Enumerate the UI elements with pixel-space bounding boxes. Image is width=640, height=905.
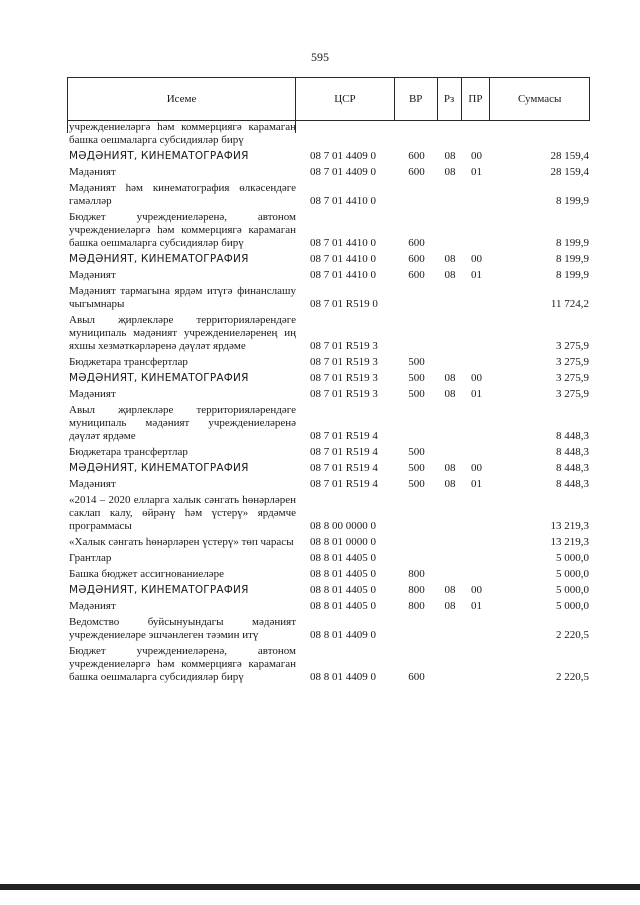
cell-sum: 5 000,0 bbox=[556, 552, 589, 564]
cell-csr: 08 8 01 4409 0 bbox=[310, 629, 376, 641]
cell-pr bbox=[462, 552, 491, 565]
cell-name: Мәдәният bbox=[69, 388, 116, 400]
cell-rz: 08 bbox=[444, 253, 456, 265]
page-number: 595 bbox=[311, 50, 329, 64]
scan-edge-bar bbox=[0, 884, 640, 890]
cell-sum: 2 220,5 bbox=[556, 671, 589, 683]
cell-vr: 600 bbox=[408, 253, 425, 265]
table-row bbox=[67, 600, 590, 613]
table-row bbox=[67, 372, 590, 385]
header-rz: Рз bbox=[438, 78, 462, 120]
cell-pr bbox=[462, 211, 491, 250]
table-header bbox=[67, 77, 590, 121]
table-row bbox=[67, 462, 590, 475]
cell-sum: 8 448,3 bbox=[556, 478, 589, 490]
cell-rz bbox=[438, 211, 462, 250]
cell-name: учреждениеләргә һәм коммерциягә карамаган башка оешмаларга субсидияләр бирү bbox=[69, 121, 296, 146]
cell-vr bbox=[395, 314, 438, 353]
cell-sum: 8 448,3 bbox=[556, 430, 589, 442]
cell-name: Мәдәният һәм кинематография өлкәсендәге гамәлләр bbox=[69, 182, 296, 207]
header-sum: Суммасы bbox=[517, 93, 562, 105]
cell-pr: 01 bbox=[471, 269, 482, 281]
cell-sum: 3 275,9 bbox=[556, 340, 589, 352]
cell-csr: 08 8 01 4405 0 bbox=[310, 584, 376, 596]
table-row bbox=[67, 446, 590, 459]
cell-vr bbox=[395, 552, 438, 565]
cell-pr: 00 bbox=[471, 584, 482, 596]
cell-vr: 600 bbox=[408, 269, 425, 281]
table-row bbox=[67, 404, 590, 443]
cell-sum: 8 199,9 bbox=[556, 237, 589, 249]
cell-sum: 8 199,9 bbox=[556, 195, 589, 207]
table-row bbox=[67, 494, 590, 533]
cell-pr: 01 bbox=[471, 478, 482, 490]
cell-vr bbox=[395, 285, 438, 311]
cell-csr: 08 7 01 R519 4 bbox=[310, 446, 378, 458]
header-csr: ЦСР bbox=[296, 78, 395, 120]
table-row bbox=[67, 182, 590, 208]
cell-rz: 08 bbox=[444, 388, 456, 400]
cell-rz: 08 bbox=[444, 372, 456, 384]
table-row bbox=[67, 211, 590, 250]
cell-pr bbox=[462, 536, 491, 549]
cell-vr: 800 bbox=[408, 600, 425, 612]
cell-vr: 800 bbox=[408, 568, 425, 580]
cell-csr: 08 7 01 4410 0 bbox=[310, 195, 376, 207]
cell-pr: 00 bbox=[471, 253, 482, 265]
cell-rz: 08 bbox=[444, 584, 456, 596]
cell-rz: 08 bbox=[444, 462, 456, 474]
table-row bbox=[67, 253, 590, 266]
cell-rz bbox=[438, 404, 462, 443]
table-row bbox=[67, 150, 590, 163]
cell-csr: 08 7 01 R519 0 bbox=[310, 298, 378, 310]
cell-name: Бюджетара трансфертлар bbox=[69, 356, 188, 368]
cell-rz: 08 bbox=[444, 600, 456, 612]
cell-vr: 600 bbox=[408, 237, 425, 249]
table-row bbox=[67, 616, 590, 642]
cell-pr: 00 bbox=[471, 150, 482, 162]
cell-rz bbox=[438, 121, 462, 147]
cell-name: Башка бюджет ассигнованиеләре bbox=[69, 568, 224, 580]
cell-rz bbox=[438, 568, 462, 581]
cell-sum: 13 219,3 bbox=[550, 520, 589, 532]
cell-pr: 00 bbox=[471, 462, 482, 474]
cell-rz: 08 bbox=[444, 150, 456, 162]
cell-sum: 8 199,9 bbox=[556, 253, 589, 265]
cell-rz bbox=[438, 645, 462, 684]
cell-csr: 08 7 01 4410 0 bbox=[310, 269, 376, 281]
cell-sum: 2 220,5 bbox=[556, 629, 589, 641]
table-row bbox=[67, 584, 590, 597]
cell-csr: 08 8 01 4405 0 bbox=[310, 568, 376, 580]
cell-name: Мәдәният bbox=[69, 269, 116, 281]
table-row bbox=[67, 478, 590, 491]
cell-sum: 5 000,0 bbox=[556, 600, 589, 612]
cell-pr bbox=[462, 356, 491, 369]
cell-csr: 08 7 01 R519 4 bbox=[310, 462, 378, 474]
cell-pr: 01 bbox=[471, 388, 482, 400]
cell-pr bbox=[462, 404, 491, 443]
cell-rz bbox=[438, 314, 462, 353]
cell-name: Грантлар bbox=[69, 552, 112, 564]
cell-sum: 5 000,0 bbox=[556, 568, 589, 580]
header-pr: ПР bbox=[462, 78, 491, 120]
table-row bbox=[67, 121, 590, 147]
table-row bbox=[67, 356, 590, 369]
cell-vr: 500 bbox=[408, 462, 425, 474]
cell-sum: 3 275,9 bbox=[556, 388, 589, 400]
cell-rz bbox=[438, 536, 462, 549]
cell-sum: 5 000,0 bbox=[556, 584, 589, 596]
cell-pr bbox=[462, 314, 491, 353]
cell-pr bbox=[462, 568, 491, 581]
cell-vr: 500 bbox=[408, 478, 425, 490]
cell-rz bbox=[438, 616, 462, 642]
cell-csr: 08 7 01 R519 4 bbox=[310, 478, 378, 490]
cell-name: Мәдәният bbox=[69, 478, 116, 490]
cell-sum: 11 724,2 bbox=[550, 298, 589, 310]
table-row bbox=[67, 166, 590, 179]
cell-sum: 8 448,3 bbox=[556, 462, 589, 474]
budget-table bbox=[67, 77, 590, 684]
cell-name: «2014 – 2020 елларга халык сәнгать һөнәрләрен саклап калу, өйрәнү һәм үстерү» ярдәмче программасы bbox=[69, 494, 296, 532]
cell-name: Бюджетара трансфертлар bbox=[69, 446, 188, 458]
cell-name: МӘДӘНИЯТ, КИНЕМАТОГРАФИЯ bbox=[69, 462, 249, 474]
cell-csr: 08 7 01 R519 3 bbox=[310, 388, 378, 400]
cell-vr: 500 bbox=[408, 372, 425, 384]
cell-pr bbox=[462, 645, 491, 684]
cell-rz: 08 bbox=[444, 269, 456, 281]
cell-vr: 500 bbox=[408, 446, 425, 458]
cell-csr: 08 8 01 0000 0 bbox=[310, 536, 376, 548]
table-row bbox=[67, 552, 590, 565]
cell-vr bbox=[395, 121, 438, 147]
cell-sum: 13 219,3 bbox=[550, 536, 589, 548]
cell-sum: 28 159,4 bbox=[550, 150, 589, 162]
cell-csr: 08 7 01 4409 0 bbox=[310, 166, 376, 178]
table-row bbox=[67, 645, 590, 684]
cell-name: МӘДӘНИЯТ, КИНЕМАТОГРАФИЯ bbox=[69, 150, 249, 162]
cell-sum: 8 199,9 bbox=[556, 269, 589, 281]
cell-name: Авыл җирлекләре территорияләрендәге муниципаль мәдәният учреждениеләренә дәүләт ярдәме bbox=[69, 404, 296, 442]
cell-sum: 8 448,3 bbox=[556, 446, 589, 458]
cell-name: Мәдәният bbox=[69, 600, 116, 612]
cell-vr: 500 bbox=[408, 388, 425, 400]
cell-csr: 08 7 01 R519 3 bbox=[310, 356, 378, 368]
cell-vr bbox=[395, 536, 438, 549]
cell-sum: 28 159,4 bbox=[550, 166, 589, 178]
cell-csr: 08 7 01 4410 0 bbox=[310, 253, 376, 265]
cell-pr: 00 bbox=[471, 372, 482, 384]
table-row bbox=[67, 388, 590, 401]
cell-csr: 08 8 01 4405 0 bbox=[310, 552, 376, 564]
cell-vr bbox=[395, 494, 438, 533]
cell-vr: 600 bbox=[408, 150, 425, 162]
cell-rz bbox=[438, 285, 462, 311]
cell-rz bbox=[438, 182, 462, 208]
cell-name: Бюджет учреждениеләренә, автоном учреждениеләргә һәм коммерциягә карамаган башка оешмаларга субсидияләр бирү bbox=[69, 645, 296, 683]
header-name: Исеме bbox=[68, 78, 296, 120]
cell-csr: 08 8 01 4409 0 bbox=[310, 671, 376, 683]
cell-name: Мәдәният bbox=[69, 166, 116, 178]
cell-csr: 08 7 01 R519 3 bbox=[310, 340, 378, 352]
table-row bbox=[67, 285, 590, 311]
cell-rz bbox=[438, 552, 462, 565]
cell-csr: 08 8 00 0000 0 bbox=[310, 520, 376, 532]
cell-pr bbox=[462, 446, 491, 459]
cell-vr bbox=[395, 404, 438, 443]
cell-rz bbox=[438, 494, 462, 533]
cell-csr: 08 7 01 R519 3 bbox=[310, 372, 378, 384]
cell-name: Бюджет учреждениеләренә, автоном учреждениеләргә һәм коммерциягә карамаган башка оешмаларга субсидияләр бирү bbox=[69, 211, 296, 249]
table-body bbox=[67, 121, 590, 684]
cell-pr bbox=[462, 182, 491, 208]
table-row bbox=[67, 568, 590, 581]
cell-csr: 08 7 01 R519 4 bbox=[310, 430, 378, 442]
cell-rz bbox=[438, 446, 462, 459]
cell-name: Мәдәният тармагына ярдәм итүгә финанслашу чыгымнары bbox=[69, 285, 296, 310]
table-row bbox=[67, 269, 590, 282]
cell-pr bbox=[462, 285, 491, 311]
cell-pr bbox=[462, 616, 491, 642]
cell-pr bbox=[462, 494, 491, 533]
cell-sum: 3 275,9 bbox=[556, 372, 589, 384]
cell-csr: 08 7 01 4410 0 bbox=[310, 237, 376, 249]
cell-pr: 01 bbox=[471, 166, 482, 178]
cell-csr: 08 7 01 4409 0 bbox=[310, 150, 376, 162]
table-row bbox=[67, 536, 590, 549]
cell-name: Авыл җирлекләре территорияләрендәге муниципаль мәдәният учреждениеләренең иң яхшы хезмәткәрләренә дәүләт ярдәме bbox=[69, 314, 296, 352]
cell-sum: 3 275,9 bbox=[556, 356, 589, 368]
cell-vr: 500 bbox=[408, 356, 425, 368]
cell-csr bbox=[296, 121, 395, 147]
cell-vr: 600 bbox=[408, 671, 425, 683]
cell-vr bbox=[395, 182, 438, 208]
cell-pr bbox=[462, 121, 491, 147]
cell-rz bbox=[438, 356, 462, 369]
cell-rz: 08 bbox=[444, 478, 456, 490]
cell-rz: 08 bbox=[444, 166, 456, 178]
cell-name: МӘДӘНИЯТ, КИНЕМАТОГРАФИЯ bbox=[69, 584, 249, 596]
cell-vr bbox=[395, 616, 438, 642]
cell-name: Ведомство буйсынуындагы мәдәният учреждениеләре эшчәнлеген тәэмин итү bbox=[69, 616, 296, 641]
cell-csr: 08 8 01 4405 0 bbox=[310, 600, 376, 612]
cell-sum bbox=[491, 121, 590, 147]
cell-name: МӘДӘНИЯТ, КИНЕМАТОГРАФИЯ bbox=[69, 253, 249, 265]
cell-vr: 800 bbox=[408, 584, 425, 596]
cell-name: «Халык сәнгать һөнәрләрен үстерү» төп чарасы bbox=[69, 536, 294, 548]
cell-vr: 600 bbox=[408, 166, 425, 178]
header-vr: ВР bbox=[395, 78, 438, 120]
table-row bbox=[67, 314, 590, 353]
cell-name: МӘДӘНИЯТ, КИНЕМАТОГРАФИЯ bbox=[69, 372, 249, 384]
cell-pr: 01 bbox=[471, 600, 482, 612]
